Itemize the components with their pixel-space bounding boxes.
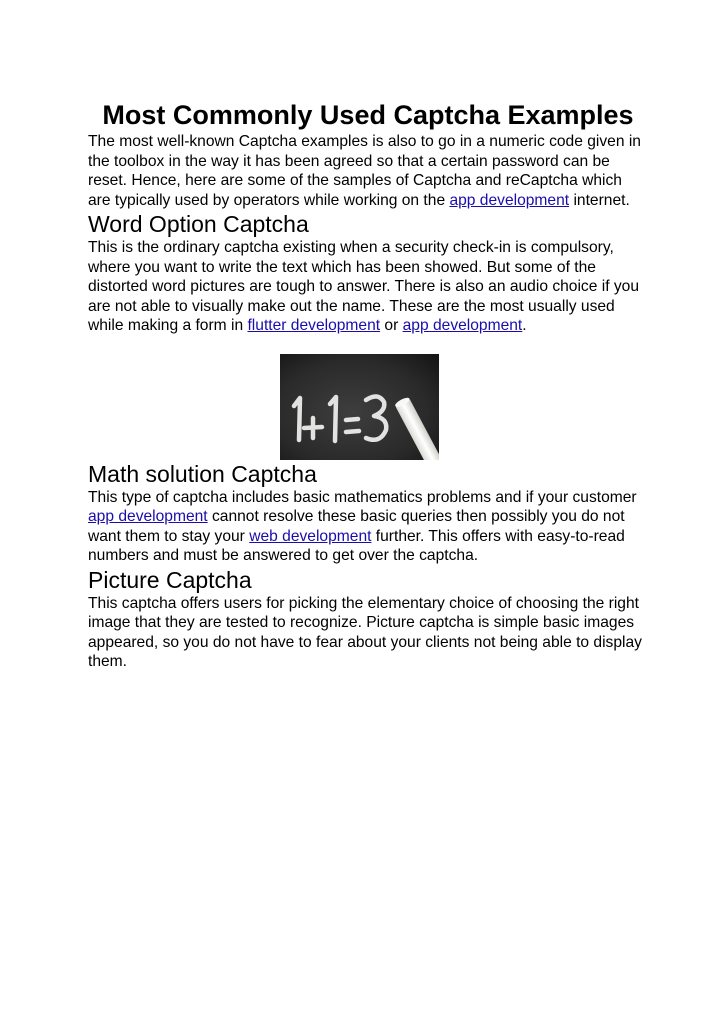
chalkboard-image bbox=[280, 354, 439, 460]
page-title: Most Commonly Used Captcha Examples bbox=[102, 100, 634, 130]
math-solution-text-mid: cannot resolve these basic queries then possibly you do not want them to stay your bbox=[88, 508, 625, 545]
figure-container bbox=[88, 354, 648, 460]
math-solution-paragraph bbox=[88, 488, 648, 566]
flutter-development-link[interactable]: flutter development bbox=[247, 317, 381, 334]
web-development-link[interactable]: web development bbox=[249, 527, 372, 545]
word-option-paragraph bbox=[88, 238, 648, 336]
app-development-link[interactable]: app development bbox=[449, 191, 570, 209]
document-page bbox=[88, 98, 648, 672]
section-heading-math-solution: Math solution Captcha bbox=[88, 460, 317, 487]
intro-paragraph bbox=[88, 132, 648, 210]
app-development-link[interactable]: app development bbox=[88, 508, 208, 525]
section-heading-word-option: Word Option Captcha bbox=[88, 211, 309, 237]
intro-text: The most well-known Captcha examples is also to go in a numeric code given in the toolbox in the way it has been agreed so that a certain password can be reset. Hence, here are some of the samples of Captcha and reCaptcha which are typically used by operators while working on the bbox=[88, 133, 641, 209]
section-heading-picture: Picture Captcha bbox=[88, 566, 252, 593]
app-development-link[interactable]: app development bbox=[402, 317, 523, 334]
math-solution-text-end: further. This offers with easy-to-read numbers and must be answered to get over the captcha. bbox=[88, 527, 625, 564]
word-option-text: This is the ordinary captcha existing when a security check-in is compulsory, where you want to write the text which has been showed. But some of the distorted word pictures are tough to answer. There is also an audio choice if you are not able to visually make out the name. These are the most usually used while making a form in bbox=[88, 239, 640, 334]
word-option-text-or: or bbox=[380, 317, 403, 334]
word-option-text-end: . bbox=[522, 317, 527, 334]
chalkboard-image-icon bbox=[280, 354, 439, 460]
math-solution-text: This type of captcha includes basic mathematics problems and if your customer bbox=[88, 488, 637, 506]
intro-text-end: internet. bbox=[569, 191, 630, 209]
picture-captcha-paragraph: This captcha offers users for picking the elementary choice of choosing the right image that they are tested to recognize. Picture captcha is simple basic images appeared, so you do not have to fear about your clients not being able to display them. bbox=[88, 594, 642, 670]
